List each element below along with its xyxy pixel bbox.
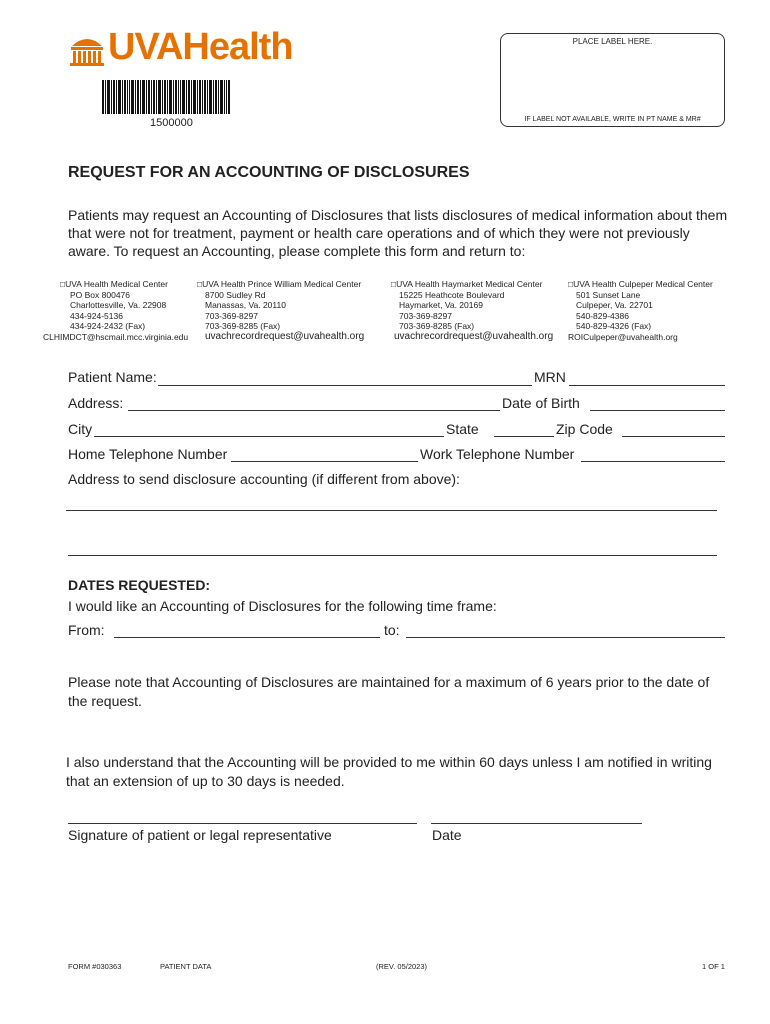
- location-fax: 540-829-4326 (Fax): [576, 321, 652, 331]
- location-address: PO Box 800476: [70, 289, 131, 300]
- logo-text: UVAHealth: [108, 26, 293, 68]
- location-haymarket: [391, 279, 553, 342]
- dob-label: Date of Birth: [502, 395, 580, 411]
- location-name[interactable]: □UVA Health Culpeper Medical Center: [568, 279, 713, 289]
- dob-field[interactable]: [590, 410, 725, 411]
- location-email: uvachrecordrequest@uvahealth.org: [394, 330, 554, 342]
- label-box-instruction: PLACE LABEL HERE.: [572, 37, 653, 46]
- date-field[interactable]: [431, 823, 642, 824]
- location-fax: 434-924-2432 (Fax): [70, 321, 146, 331]
- from-label: From:: [68, 622, 105, 638]
- location-address: 501 Sunset Lane: [576, 289, 641, 300]
- location-email: ROICulpeper@uvahealth.org: [568, 331, 678, 342]
- home-phone-label: Home Telephone Number: [68, 446, 228, 462]
- mrn-field[interactable]: [569, 385, 725, 386]
- patient-label-box: [500, 33, 725, 127]
- location-name[interactable]: □UVA Health Medical Center: [60, 279, 168, 289]
- location-fax: 703-369-8285 (Fax): [399, 321, 475, 331]
- city-field[interactable]: [94, 436, 444, 437]
- alt-address-field-1[interactable]: [66, 510, 717, 511]
- to-label: to:: [384, 622, 400, 638]
- home-phone-field[interactable]: [231, 461, 418, 462]
- address-field[interactable]: [128, 410, 500, 411]
- page-title: REQUEST FOR AN ACCOUNTING OF DISCLOSURES: [68, 164, 470, 181]
- location-address: 15225 Heathcote Boulevard: [399, 289, 505, 300]
- from-date-field[interactable]: [114, 637, 380, 638]
- barcode-icon: [102, 80, 230, 114]
- form-number: FORM #030363: [68, 962, 122, 971]
- document-type: PATIENT DATA: [160, 962, 212, 971]
- location-phone: 703-369-8297: [399, 310, 452, 321]
- work-phone-label: Work Telephone Number: [420, 446, 575, 462]
- patient-name-label: Patient Name:: [68, 369, 157, 385]
- location-name[interactable]: □UVA Health Prince William Medical Center: [197, 279, 362, 289]
- location-city: Charlottesville, Va. 22908: [70, 300, 167, 310]
- label-box-alt-instruction: IF LABEL NOT AVAILABLE, WRITE IN PT NAME & MR#: [524, 116, 701, 123]
- alt-address-label: Address to send disclosure accounting (if different from above):: [68, 471, 460, 487]
- zip-field[interactable]: [622, 436, 725, 437]
- address-label: Address:: [68, 395, 124, 411]
- location-email: uvachrecordrequest@uvahealth.org: [205, 330, 365, 342]
- to-date-field[interactable]: [406, 637, 725, 638]
- state-label: State: [446, 421, 479, 437]
- signature-label: Signature of patient or legal representative: [68, 827, 332, 843]
- location-name[interactable]: □UVA Health Haymarket Medical Center: [391, 279, 543, 289]
- mrn-label: MRN: [534, 369, 566, 385]
- location-email: CLHIMDCT@hscmail.mcc.virginia.edu: [43, 331, 189, 342]
- barcode-number: 1500000: [150, 117, 193, 129]
- uva-rotunda-logo-icon: [68, 30, 106, 68]
- location-address: 8700 Sudley Rd: [205, 289, 266, 300]
- location-fax: 703-369-8285 (Fax): [205, 321, 281, 331]
- dates-requested-title: DATES REQUESTED:: [68, 577, 211, 593]
- location-phone: 434-924-5136: [70, 310, 123, 321]
- work-phone-field[interactable]: [581, 461, 725, 462]
- intro-paragraph: Patients may request an Accounting of Disclosures that lists disclosures of medical information about them that were not for treatment, payment or health care operations and of which they were not previously aware. To request an Accounting, please complete this form and return to:: [68, 207, 728, 259]
- zip-label: Zip Code: [556, 421, 613, 437]
- date-label: Date: [432, 827, 462, 843]
- location-city: Manassas, Va. 20110: [205, 300, 286, 310]
- location-city: Culpeper, Va. 22701: [576, 300, 653, 310]
- location-city: Haymarket, Va. 20169: [399, 300, 483, 310]
- patient-name-field[interactable]: [158, 385, 532, 386]
- location-phone: 540-829-4386: [576, 310, 629, 321]
- location-prince-william: [197, 279, 364, 342]
- signature-field[interactable]: [68, 823, 417, 824]
- dates-requested-text: I would like an Accounting of Disclosures for the following time frame:: [68, 598, 497, 614]
- location-phone: 703-369-8297: [205, 310, 258, 321]
- timeframe-note: I also understand that the Accounting will be provided to me within 60 days unless I am notified in writing that an extension of up to 30 days is needed.: [66, 754, 712, 789]
- city-label: City: [68, 421, 93, 437]
- alt-address-field-2[interactable]: [68, 555, 717, 556]
- retention-note: Please note that Accounting of Disclosures are maintained for a maximum of 6 years prior to the date of the request.: [68, 674, 710, 709]
- location-uva-medical-center: [43, 279, 188, 342]
- location-culpeper: [568, 279, 713, 342]
- page-number: 1 OF 1: [702, 962, 725, 971]
- state-field[interactable]: [494, 436, 554, 437]
- revision-date: (REV. 05/2023): [376, 962, 428, 971]
